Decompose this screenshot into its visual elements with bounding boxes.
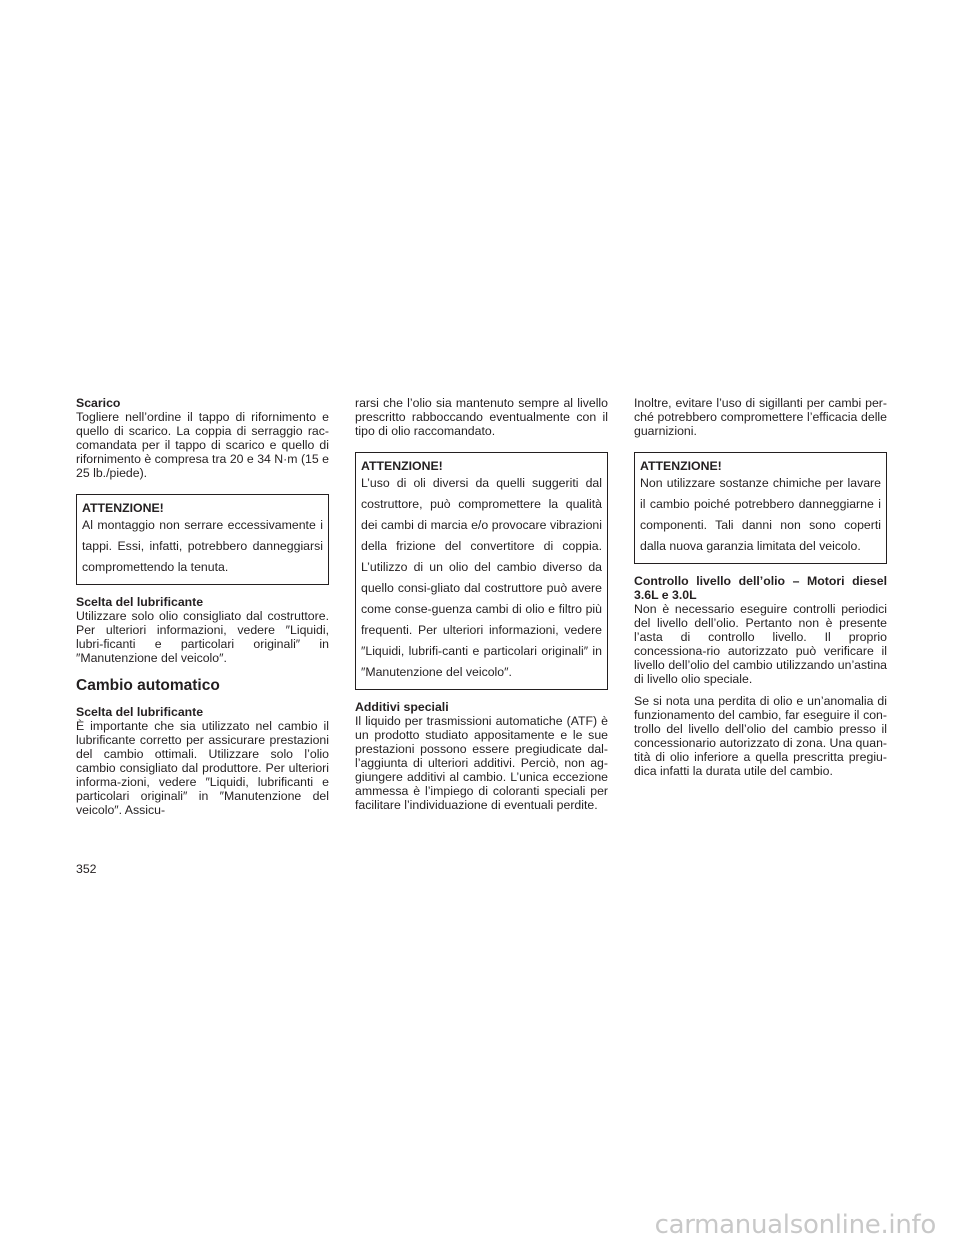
- warning-box-oli: [355, 452, 608, 690]
- paragraph-additivi: Il liquido per trasmissioni automatiche (ATF) è un prodotto studiato appositamente e le sue prestazioni possono essere pregiudicate dal-l’aggiunta di ulteriori additivi. Perciò, non ag-giungere additivi al cambio. L’unica eccezione ammessa è l’impiego di coloranti speciali per facilitare l’individuazione di eventuali perdite.: [355, 714, 608, 812]
- paragraph-perdita: Se si nota una perdita di olio e un’anomalia di funzionamento del cambio, far eseguire il con-trollo del livello dell’olio del cambio presso il concessionario autorizzato di zona. Una quan-tità di olio inferiore a quella prescritta pregiu-dica infatti la durata utile del cambio.: [634, 694, 887, 778]
- paragraph-scelta-lubrificante: Utilizzare solo olio consigliato dal costruttore. Per ulteriori informazioni, vedere ″Liquidi, lubri-ficanti e particolari originali″ in ″Manutenzione del veicolo″.: [76, 609, 329, 665]
- heading-controllo-livello: Controllo livello dell’olio – Motori diesel 3.6L e 3.0L: [634, 574, 887, 602]
- warning-box-chimiche: [634, 452, 887, 564]
- warning-title: ATTENZIONE!: [361, 459, 443, 473]
- paragraph-scelta-lubrificante-cambio: È importante che sia utilizzato nel cambio il lubrificante corretto per assicurare prestazioni del cambio ottimali. Utilizzare solo l’olio cambio consigliato dal produttore. Per ulteriori informa-zioni, vedere ″Liquidi, lubrificanti e particolari originali″ in ″Manutenzione del veicolo″. Assicu-: [76, 719, 329, 817]
- section-title: Cambio automatico: [76, 677, 220, 694]
- warning-text: Al montaggio non serrare eccessivamente i tappi. Essi, infatti, potrebbero danneggiarsi compromettendo la tenuta.: [82, 518, 323, 574]
- watermark-logo: carmanualsonline.info: [654, 1210, 936, 1240]
- heading-scarico: Scarico: [76, 396, 121, 410]
- heading-scelta-lubrificante: Scelta del lubrificante: [76, 595, 204, 609]
- heading-additivi: Additivi speciali: [355, 700, 449, 714]
- paragraph-controllo-livello: Non è necessario eseguire controlli periodici del livello dell’olio. Pertanto non è presente l’asta di controllo livello. Il proprio concessiona-rio autorizzato può verificare il livello dell’olio del cambio utilizzando un’astina di livello olio speciale.: [634, 602, 887, 686]
- warning-text: L’uso di oli diversi da quelli suggeriti dal costruttore, può compromettere la qualità dei cambi di marcia e/o provocare vibrazioni della frizione del convertitore di coppia. L’utilizzo di un olio del cambio diverso da quello consi-gliato dal costruttore può avere come conse-guenza cambi di olio e filtro più frequenti. Per ulteriori informazioni, vedere ″Liquidi, lubrifi-canti e particolari originali″ in ″Manutenzione del veicolo″.: [361, 476, 602, 679]
- warning-title: ATTENZIONE!: [640, 459, 722, 473]
- warning-title: ATTENZIONE!: [82, 501, 164, 515]
- warning-text: Non utilizzare sostanze chimiche per lavare il cambio poiché potrebbero danneggiarne i componenti. Tali danni non sono coperti dalla nuova garanzia limitata del veicolo.: [640, 476, 881, 553]
- paragraph-continuation: rarsi che l’olio sia mantenuto sempre al livello prescritto rabboccando eventualmente con il tipo di olio raccomandato.: [355, 396, 608, 438]
- paragraph-scarico: Togliere nell’ordine il tappo di rifornimento e quello di scarico. La coppia di serraggio rac-comandata per il tappo di scarico e quello di rifornimento è compresa tra 20 e 34 N·m (15 e 25 lb./piede).: [76, 410, 329, 480]
- column-left: [76, 396, 329, 817]
- heading-scelta-lubrificante-cambio: Scelta del lubrificante: [76, 705, 204, 719]
- column-middle: [355, 396, 608, 812]
- page-number: 352: [76, 862, 97, 876]
- warning-box-tappi: [76, 494, 329, 585]
- column-right: [634, 396, 887, 778]
- paragraph-sigillanti: Inoltre, evitare l’uso di sigillanti per cambi per-ché potrebbero compromettere l’efficacia delle guarnizioni.: [634, 396, 887, 438]
